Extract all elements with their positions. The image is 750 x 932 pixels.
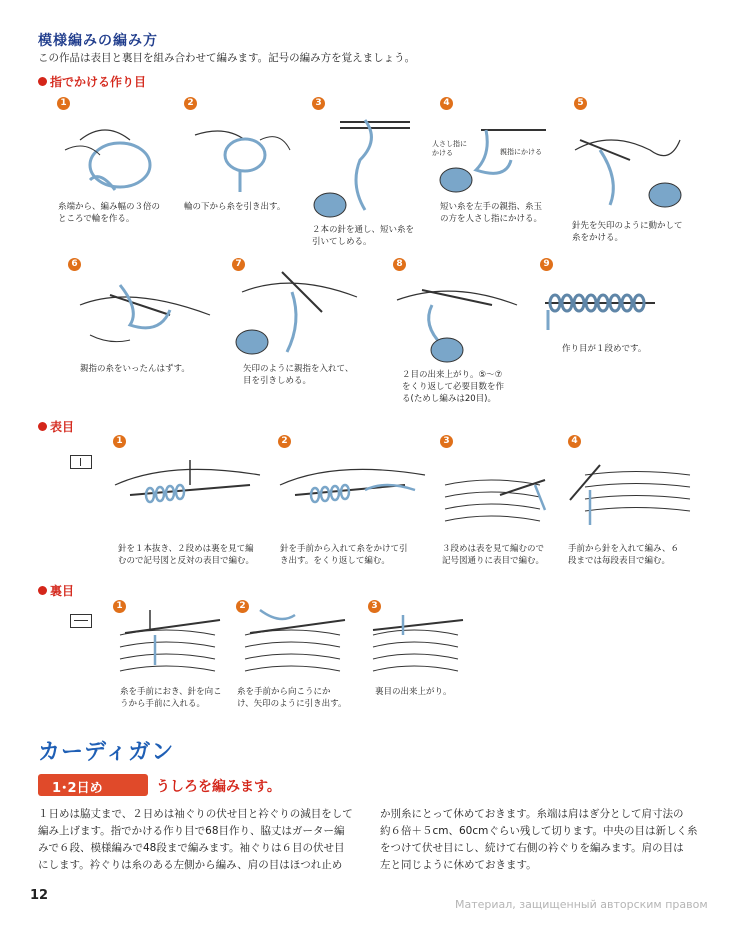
step-number: 2 — [184, 97, 197, 110]
text-line: 約６倍＋５cm、60cmぐらい残して切ります。中央の目は新しく糸 — [380, 825, 698, 837]
castOn-step8-illustration — [392, 265, 527, 365]
step-caption: 針を１本抜き、２段めは裏を見て編 むので記号図と反対の表目で編む。 — [118, 544, 255, 566]
purl-step1-illustration — [115, 605, 225, 680]
castOn-step5-illustration — [570, 110, 690, 220]
step-caption: 裏目の出来上がり。 — [375, 687, 452, 697]
section-heading-label: 指でかける作り目 — [50, 75, 147, 89]
step-caption: 糸を手前におき、針を向こ うから手前に入れる。 — [120, 687, 222, 709]
step-number: 1 — [113, 435, 126, 448]
castOn-step6-illustration — [70, 265, 220, 360]
text-line: 左と同じように休めておきます。 — [380, 859, 537, 871]
cardigan-heading: カーディガン — [38, 740, 175, 765]
section-heading-label: 表目 — [50, 420, 75, 434]
knit-step1-illustration — [110, 445, 270, 535]
step-number: 3 — [368, 600, 381, 613]
step-caption: 針先を矢印のように動かして 糸をかける。 — [572, 221, 683, 243]
step-caption: 糸端から、編み幅の３倍の ところで輪を作る。 — [58, 202, 161, 224]
purl-symbol-icon — [70, 614, 92, 628]
section-heading-knit — [38, 418, 74, 435]
knit-step3-illustration — [440, 465, 550, 530]
step-caption: 短い糸を左手の親指、糸玉 の方を人さし指にかける。 — [440, 202, 543, 224]
bullet-icon — [38, 586, 47, 595]
step-number: 1 — [113, 600, 126, 613]
step-caption: 矢印のように親指を入れて、 目を引きしめる。 — [243, 364, 354, 386]
purl-step2-illustration — [240, 605, 350, 680]
step-number: 9 — [540, 258, 553, 271]
copyright-watermark: Материал, защищенный авторским правом — [455, 898, 708, 911]
step-number: 7 — [232, 258, 245, 271]
intro-text: この作品は表目と裏目を組み合わせて編みます。記号の編み方を覚えましょう。 — [38, 52, 416, 64]
step-number: 4 — [568, 435, 581, 448]
knit-step4-illustration — [565, 460, 695, 530]
step-caption: 手前から針を入れて編み、６ 段までは毎段表目で編む。 — [568, 544, 680, 566]
step-caption: 輪の下から糸を引き出す。 — [184, 202, 286, 212]
page-title: 模様編みの編み方 — [38, 33, 158, 49]
step-number: 6 — [68, 258, 81, 271]
step-number: 3 — [440, 435, 453, 448]
step-number: 4 — [440, 97, 453, 110]
text-line: か別糸にとって休めておきます。糸端は肩はぎ分として肩寸法の — [380, 808, 684, 820]
step-caption: ３段めは表を見て編むので 記号図通りに表目で編む。 — [442, 544, 545, 566]
castOn-step1-illustration — [60, 110, 170, 200]
castOn-step3-illustration — [310, 110, 420, 222]
cardigan-subheading: うしろを編みます。 — [156, 779, 281, 795]
text-line: をつけて伏せ目にし、続けて右側の衿ぐりを編みます。肩の目は — [380, 842, 684, 854]
text-line: １日めは脇丈まで、２日めは袖ぐりの伏せ目と衿ぐりの減目をして — [38, 808, 353, 820]
bullet-icon — [38, 422, 47, 431]
step-caption: 作り目が１段めです。 — [562, 344, 647, 354]
label-thumb: 親指にかける — [500, 148, 542, 156]
step-number: 5 — [574, 97, 587, 110]
step-number: 3 — [312, 97, 325, 110]
text-line: 編み上げます。指でかける作り目で68目作り、脇丈はガーター編 — [38, 825, 345, 837]
step-caption: 糸を手前から向こうにか け、矢印のように引き出す。 — [237, 687, 347, 709]
section-heading-purl — [38, 582, 74, 599]
step-number: 2 — [278, 435, 291, 448]
step-caption: 親指の糸をいったんはずす。 — [80, 364, 190, 374]
step-number: 2 — [236, 600, 249, 613]
step-number: 1 — [57, 97, 70, 110]
text-line: にします。衿ぐりは糸のある左側から編み、肩の目はほつれ止め — [38, 859, 343, 871]
knit-symbol-icon — [70, 455, 92, 469]
section-heading-label: 裏目 — [50, 584, 75, 598]
text-line: みで６段、模様編みで48段まで編みます。袖ぐりは６目の伏せ目 — [38, 842, 345, 854]
castOn-step9-illustration — [540, 285, 660, 335]
section-heading-cast-on — [38, 73, 146, 90]
purl-step3-illustration — [368, 605, 468, 680]
bullet-icon — [38, 77, 47, 86]
day-badge-label: 1･2日め — [52, 781, 103, 796]
castOn-step7-illustration — [232, 262, 367, 362]
castOn-step2-illustration — [185, 110, 295, 200]
step-caption: 針を手前から入れて糸をかけて引 き出す。をくり返して編む。 — [280, 544, 408, 566]
label-index-finger: 人さし指に かける — [432, 140, 467, 157]
step-number: 8 — [393, 258, 406, 271]
knit-step2-illustration — [275, 445, 435, 535]
instructions-col1 — [38, 806, 353, 874]
instructions-col2 — [380, 806, 698, 874]
page-number: 12 — [30, 888, 49, 903]
step-caption: ２目の出来上がり。⑤～⑦ をくり返して必要目数を作 る(ためし編みは20目)。 — [402, 370, 505, 404]
step-caption: ２本の針を通し、短い糸を 引いてしめる。 — [312, 225, 415, 247]
